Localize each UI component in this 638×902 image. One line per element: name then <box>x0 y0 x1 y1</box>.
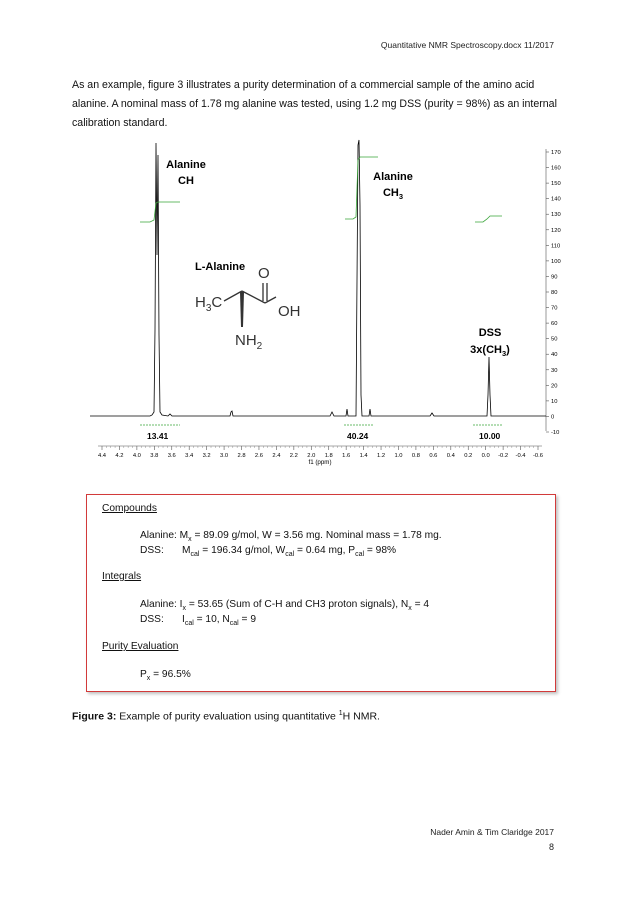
x-axis-tick-label: 1.0 <box>394 453 403 459</box>
x-axis-tick-label: 3.8 <box>150 453 159 459</box>
y-axis-tick-label: 80 <box>551 290 558 296</box>
alanine-structure <box>195 261 301 352</box>
x-axis-tick-label: 0.4 <box>446 453 455 459</box>
y-axis-tick-label: 40 <box>551 352 558 359</box>
x-axis-tick-label: -0.2 <box>498 453 509 459</box>
y-axis-tick-label: 0 <box>551 414 555 421</box>
x-axis-tick-label: 3.0 <box>220 453 229 459</box>
x-axis-tick-label: -0.4 <box>515 453 526 459</box>
x-axis-tick-label: 0.0 <box>481 453 490 459</box>
y-axis-tick-label: 50 <box>551 336 558 343</box>
x-axis-tick-label: 3.6 <box>167 453 176 459</box>
integral-alanine-line: Alanine: $I_x = 53.65$ (Sum of C-H and CH3 proton signals), $N_x = 4$ <box>140 599 430 613</box>
page-header: Quantitative NMR Spectroscopy.docx 11/2017 <box>380 40 554 50</box>
y-axis-tick-label: 10 <box>551 398 558 405</box>
x-axis-tick-label: 2.0 <box>307 453 316 459</box>
compounds-heading: Compounds <box>102 503 157 514</box>
integrals-heading: Integrals <box>102 571 142 582</box>
label-alanine-ch-2: CH <box>178 175 194 187</box>
x-axis-tick-label: -0.6 <box>533 453 543 459</box>
x-axis-tick-label: 1.6 <box>342 453 351 459</box>
purity-line: $P_x = 96.5\%$ <box>140 669 191 683</box>
label-alanine-ch3-1: Alanine <box>373 171 413 183</box>
label-alanine-ch-1: Alanine <box>166 159 206 171</box>
compound-dss-label: DSS: <box>140 545 164 556</box>
x-axis-tick-label: 0.2 <box>464 453 473 459</box>
x-axis-tick-label: 1.4 <box>359 453 368 459</box>
integral-dss-line: $I_{cal} = 10$, $N_{cal} = 9$ <box>182 614 256 628</box>
y-axis-tick-label: 140 <box>551 196 561 203</box>
x-axis-tick-label: 2.8 <box>237 453 246 459</box>
y-axis-tick-label: 160 <box>551 165 561 172</box>
x-axis <box>98 446 543 466</box>
struct-nh2: $NH_2$ <box>235 332 263 352</box>
purity-heading: Purity Evaluation <box>102 641 179 652</box>
x-axis-tick-label: 3.2 <box>202 453 211 459</box>
x-axis-tick-label: 2.4 <box>272 453 281 459</box>
integral-value-ch: 13.41 <box>147 431 169 441</box>
label-l-alanine: L-Alanine <box>195 261 246 273</box>
struct-h3c: $H_3C$ <box>195 294 223 314</box>
figure-caption: Figure 3: Example of purity evaluation using quantitative $^1$H NMR. <box>72 710 380 723</box>
spectrum-trace <box>90 140 546 416</box>
purity-info-box <box>86 494 556 692</box>
integral-value-dss: 10.00 <box>479 431 501 441</box>
integral-value-ch3: 40.24 <box>347 431 369 441</box>
x-axis-tick-label: 4.4 <box>97 453 107 459</box>
y-axis-tick-label: 60 <box>551 321 558 328</box>
struct-oh: OH <box>278 303 301 320</box>
x-axis-tick-label: 2.6 <box>254 453 263 459</box>
x-axis-tick-label: 4.0 <box>132 453 141 459</box>
x-axis-tick-label: 0.8 <box>411 453 420 459</box>
x-axis-tick-label: 4.2 <box>115 453 124 459</box>
y-axis-tick-label: 150 <box>551 181 561 188</box>
x-axis-tick-label: 0.6 <box>429 453 438 459</box>
y-axis-tick-label: 90 <box>551 274 558 281</box>
y-axis-tick-label: 120 <box>551 227 561 234</box>
y-axis-tick-label: 130 <box>551 212 561 219</box>
compound-alanine-line: Alanine: $M_x = 89.09$ g/mol, W = 3.56 mg. Nominal mass = 1.78 mg. <box>140 530 442 544</box>
page-number: 8 <box>548 842 554 852</box>
x-axis-label: f1 (ppm) <box>308 459 332 466</box>
label-dss-2: $3x(CH_3)$ <box>470 344 510 358</box>
y-axis-tick-label: 170 <box>551 150 561 156</box>
y-axis-tick-label: 70 <box>551 305 558 312</box>
y-axis-tick-label: 30 <box>551 367 558 374</box>
intro-paragraph: As an example, figure 3 illustrates a purity determination of a commercial sample of the amino acid alanine. A nominal mass of 1.78 mg alanine was tested, using 1.2 mg DSS (purity = 98%) as an internal calibration standard. <box>72 79 557 129</box>
integral-dss-label: DSS: <box>140 614 164 625</box>
page-footer-authors: Nader Amin & Tim Claridge 2017 <box>430 827 554 837</box>
y-axis-tick-label: -10 <box>551 430 560 436</box>
nmr-spectrum <box>90 135 580 475</box>
y-axis <box>546 149 561 436</box>
x-axis-tick-label: 1.2 <box>377 453 386 459</box>
label-dss-1: DSS <box>478 327 502 339</box>
label-alanine-ch3-2: $CH_3$ <box>382 187 404 201</box>
struct-o: O <box>258 265 270 282</box>
y-axis-tick-label: 20 <box>551 383 558 390</box>
x-axis-tick-label: 3.4 <box>185 453 194 459</box>
x-axis-tick-label: 2.2 <box>289 453 298 459</box>
compound-dss-line: $M_{cal} = 196.34$ g/mol, $W_{cal} = 0.64$ mg, $P_{cal} = 98\%$ <box>182 545 397 559</box>
y-axis-tick-label: 100 <box>551 258 561 265</box>
x-axis-tick-label: 1.8 <box>324 453 333 459</box>
y-axis-tick-label: 110 <box>551 243 561 250</box>
